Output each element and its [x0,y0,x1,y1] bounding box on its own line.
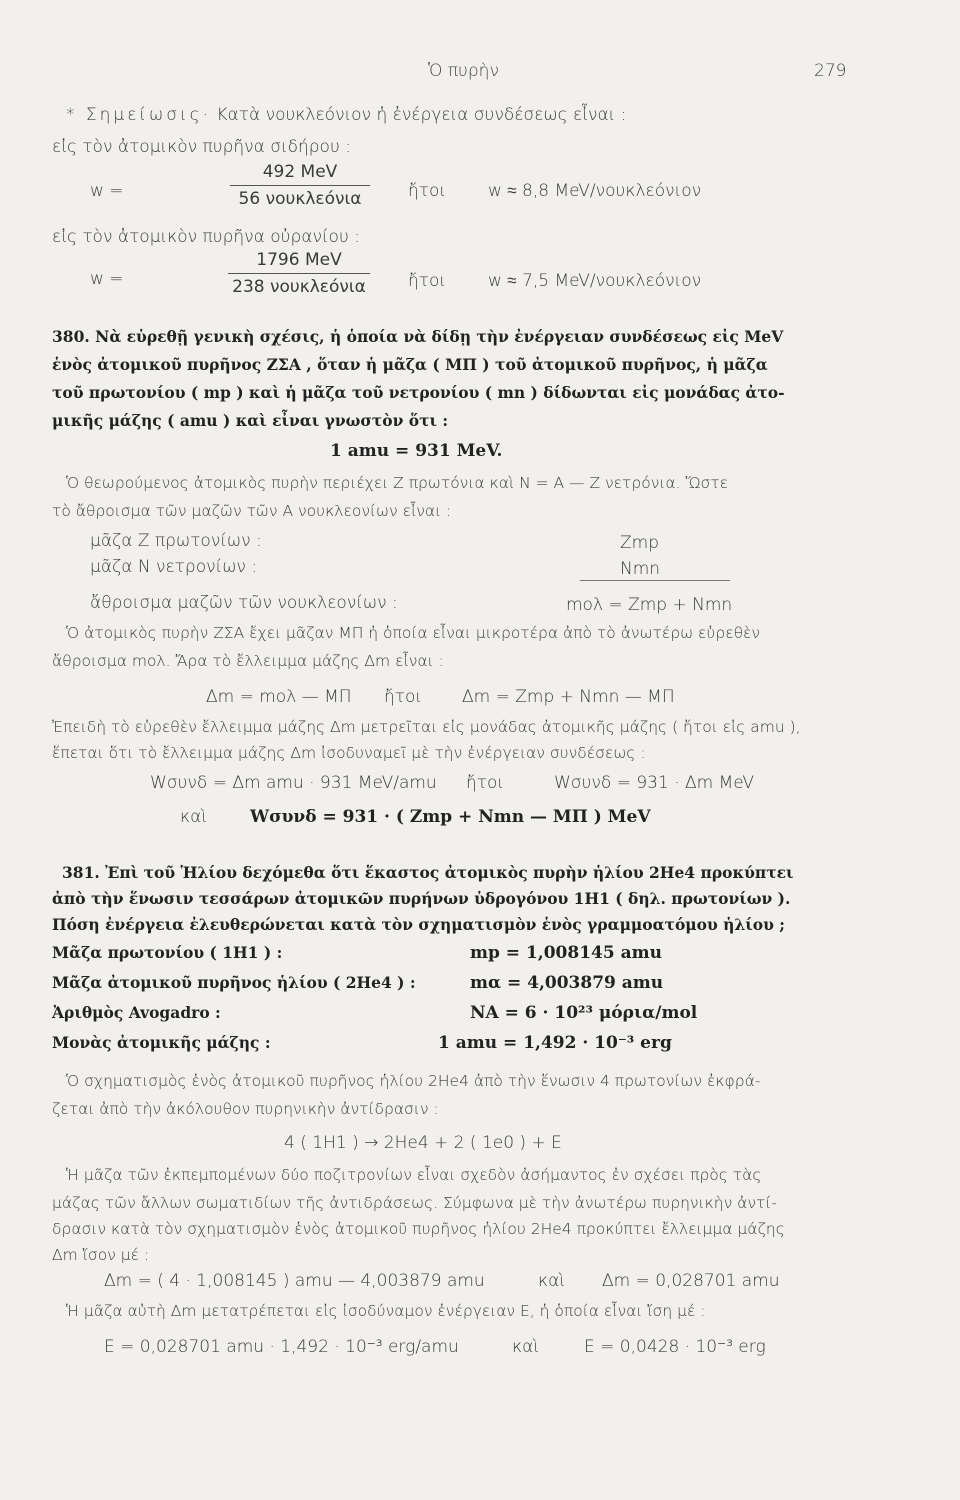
p381-sentence-6: Δm ἴσον μέ : [52,1246,150,1264]
eq-energy-kai: καὶ [512,1337,540,1357]
eq-delta-m: Δm = mολ — MΠ [206,687,352,707]
p380-sentence-6: ἕπεται ὅτι τὸ ἔλλειμμα μάζης Δm ἰσοδυναμεῖ μὲ τὴν ἐνέργειαν συνδέσεως : [52,744,646,762]
p380-line-3: τοῦ πρωτονίου ( mp ) καὶ ἡ μᾶζα τοῦ νετρονίου ( mn ) δίδωνται εἰς μονάδας ἀτο- [52,383,785,402]
avogadro-value: NA = 6 · 10²³ μόρια/mol [470,1003,698,1023]
p381-line-2: ἀπὸ τὴν ἕνωσιν τεσσάρων ἀτομικῶν πυρήνων ὑδρογόνου 1H1 ( δηλ. πρωτονίων ). [52,889,791,908]
p381-sentence-5: δρασιν κατὰ τὸν σχηματισμὸν ἑνὸς ἀτομικοῦ πυρῆνος ἡλίου 2He4 προκύπτει ἔλλειμμα μάζης [52,1220,785,1238]
iron-denominator: 56 νουκλεόνια [238,189,362,209]
eq-energy-result: E = 0,0428 · 10⁻³ erg [584,1337,766,1357]
eq-binding-etoi: ἤτοι [466,773,504,793]
helium-mass-label: Μᾶζα ἀτομικοῦ πυρῆνος ἡλίου ( 2He4 ) : [52,973,416,992]
eq-mass-defect: Δm = ( 4 · 1,008145 ) amu — 4,003879 amu [104,1271,485,1291]
eq-delta-m-etoi: ἤτοι [384,687,422,707]
p381-line-3: Πόση ἐνέργεια ἐλευθερώνεται κατὰ τὸν σχηματισμὸν ἑνὸς γραμμοατόμου ἡλίου ; [52,915,785,934]
p381-sentence-1: Ὁ σχηματισμὸς ἑνὸς ἀτομικοῦ πυρῆνος ἡλίου 2He4 ἀπὸ τὴν ἕνωσιν 4 πρωτονίων ἐκφρά- [66,1072,761,1090]
p380-sentence-1: Ὁ θεωρούμενος ἀτομικὸς πυρὴν περιέχει Z πρωτόνια καὶ N = A — Z νετρόνια. Ὥστε [66,474,729,492]
uranium-w-symbol: w = [90,269,124,289]
p380-line-4: μικῆς μάζης ( amu ) καὶ εἶναι γνωστὸν ὅτι : [52,411,449,430]
uranium-numerator: 1796 MeV [228,250,370,274]
proton-mass-value: mp = 1,008145 amu [470,943,662,963]
p381-sentence-2: ζεται ἀπὸ τὴν ἀκόλουθον πυρηνικὴν ἀντίδρασιν : [52,1100,439,1118]
sum-rule [580,580,730,581]
eq-energy: E = 0,028701 amu · 1,492 · 10⁻³ erg/amu [104,1337,459,1357]
eq-binding-energy: Wσυνδ = Δm amu · 931 MeV/amu [150,773,437,793]
uranium-label: εἰς τὸν ἀτομικὸν πυρῆνα οὐρανίου : [52,227,360,247]
eq-binding-energy-short: Wσυνδ = 931 · Δm MeV [554,773,755,793]
p381-sentence-7: Ἡ μᾶζα αὐτὴ Δm μετατρέπεται εἰς ἰσοδύναμον ἐνέργειαν E, ἡ ὁποία εἶναι ἴση μέ : [66,1302,706,1320]
running-title: Ὁ πυρὴν [428,61,499,81]
note-block [66,104,626,126]
uranium-etoi: ἤτοι [408,271,446,291]
iron-fraction [230,162,370,209]
p380-line-1: 380. Νὰ εὑρεθῇ γενικὴ σχέσις, ἡ ὁποία νὰ δίδῃ τὴν ἐνέργειαν συνδέσεως εἰς MeV [52,327,784,346]
iron-result: w ≈ 8,8 MeV/νουκλεόνιον [488,181,702,201]
eq-delta-m-expanded: Δm = Zmp + Nmn — MΠ [462,687,675,707]
uranium-denominator: 238 νουκλεόνια [232,277,366,297]
p380-sentence-5: Ἐπειδὴ τὸ εὑρεθὲν ἔλλειμμα μάζης Δm μετρεῖται εἰς μονάδας ἀτομικῆς μάζης ( ἤτοι εἰς amu ), [52,718,801,736]
sum-label: ἄθροισμα μαζῶν τῶν νουκλεονίων : [90,593,398,613]
mass-z-value: Zmp [620,533,659,553]
uranium-result: w ≈ 7,5 MeV/νουκλεόνιον [488,271,702,291]
mass-z-label: μᾶζα Z πρωτονίων : [90,531,262,551]
note-text: Κατὰ νουκλεόνιον ἡ ἐνέργεια συνδέσεως εἶναι : [216,105,627,125]
iron-numerator: 492 MeV [230,162,370,186]
p381-sentence-4: μάζας τῶν ἄλλων σωματιδίων τῆς ἀντιδράσεως. Σύμφωνα μὲ τὴν ἀνωτέρω πυρηνικὴν ἀντί- [52,1194,777,1212]
iron-label: εἰς τὸν ἀτομικὸν πυρῆνα σιδήρου : [52,137,351,157]
p381-sentence-3: Ἡ μᾶζα τῶν ἐκπεμπομένων δύο ποζιτρονίων εἶναι σχεδὸν ἀσήμαντος ἐν σχέσει πρὸς τὰς [66,1166,762,1184]
mass-n-label: μᾶζα N νετρονίων : [90,557,258,577]
p380-sentence-2: τὸ ἄθροισμα τῶν μαζῶν τῶν A νουκλεονίων εἶναι : [52,502,452,520]
eq-mass-defect-result: Δm = 0,028701 amu [602,1271,780,1291]
mass-n-value: Nmn [620,559,661,579]
nuclear-reaction: 4 ( 1H1 ) → 2He4 + 2 ( 1e0 ) + E [284,1133,562,1153]
proton-mass-label: Μᾶζα πρωτονίου ( 1H1 ) : [52,943,283,962]
iron-w-symbol: w = [90,181,124,201]
p381-line-1: 381. Ἐπὶ τοῦ Ἡλίου δεχόμεθα ὅτι ἕκαστος ἀτομικὸς πυρὴν ἡλίου 2He4 προκύπτει [62,863,794,882]
page-number: 279 [814,61,847,81]
p380-line-2: ἑνὸς ἀτομικοῦ πυρῆνος ZΣA , ὅταν ἡ μᾶζα ( MΠ ) τοῦ ἀτομικοῦ πυρῆνος, ἡ μᾶζα [52,355,768,374]
eq-final-binding: Wσυνδ = 931 · ( Zmp + Nmn — MΠ ) MeV [250,807,651,827]
note-heading: * Σημείωσις· [66,105,211,125]
sum-value: mολ = Zmp + Nmn [566,595,733,615]
p380-sentence-3: Ὁ ἀτομικὸς πυρὴν ZΣA ἔχει μᾶζαν MΠ ἡ ὁποία εἶναι μικροτέρα ἀπὸ τὸ ἀνωτέρω εὑρεθὲν [66,624,761,642]
helium-mass-value: mα = 4,003879 amu [470,973,664,993]
avogadro-label: Ἀριθμὸς Avogadro : [52,1003,221,1022]
p380-sentence-4: ἄθροισμα mολ. Ἄρα τὸ ἔλλειμμα μάζης Δm εἶναι : [52,652,444,670]
p380-formula: 1 amu = 931 MeV. [330,441,503,461]
amu-value: 1 amu = 1,492 · 10⁻³ erg [438,1033,672,1053]
uranium-fraction [228,250,370,297]
eq-final-kai: καὶ [180,807,208,827]
eq-mass-defect-kai: καὶ [538,1271,566,1291]
amu-label: Μονὰς ἀτομικῆς μάζης : [52,1033,271,1052]
iron-etoi: ἤτοι [408,181,446,201]
